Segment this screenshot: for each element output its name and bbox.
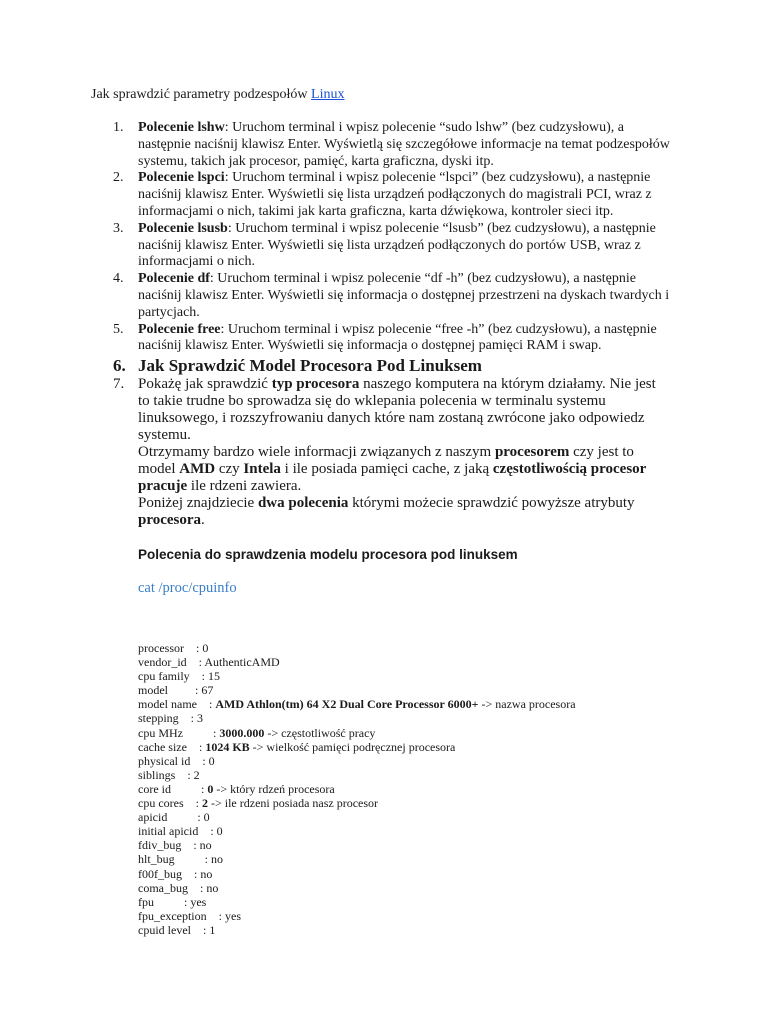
cpuinfo-row: vendor_id : AuthenticAMD (138, 655, 280, 670)
numbered-list (0, 120, 768, 597)
command-name: Polecenie df (138, 271, 210, 287)
linux-link[interactable]: Linux (311, 87, 345, 102)
cpuinfo-row: coma_bug : no (138, 880, 219, 895)
list-item (0, 120, 768, 170)
cpuinfo-row: model name : AMD Athlon(tm) 64 X2 Dual Core Processor 6000+ -> nazwa procesora (138, 697, 576, 712)
cpuinfo-row: fpu_exception : yes (138, 908, 241, 923)
list-number: 6. (113, 356, 126, 376)
commands-subheading: Polecenia do sprawdzenia modelu procesora pod linuksem (138, 547, 518, 563)
item-text: : Uruchom terminal i wpisz polecenie “df -h” (bez cudzysłowu), a następnie naciśnij klawisz Enter. Wyświetli się informacja o dostępnej przestrzeni na dyskach twardych i partycjach. (138, 271, 670, 320)
paragraph-info: Otrzymamy bardzo wiele informacji związanych z naszym procesorem czy jest to model AMD czy Intela i ile posiada pamięci cache, z jaką częstotliwością procesor pracuje ile rdzeni zawiera. (138, 444, 647, 495)
list-number: 4. (113, 271, 124, 287)
cpuinfo-row: hlt_bug : no (138, 852, 224, 867)
command-name: Polecenie free (138, 321, 221, 337)
cpuinfo-row: initial apicid : 0 (138, 824, 223, 839)
cpuinfo-row: f00f_bug : no (138, 866, 213, 881)
item-text: : Uruchom terminal i wpisz polecenie “lspci” (bez cudzysłowu), a następnie naciśnij klawisz Enter. Wyświetli się lista urządzeń podłączonych do magistrali PCI, wraz z informacjami o nich, takimi jak karta graficzna, karta dźwiękowa, kontroler sieci itp. (138, 170, 652, 219)
list-number: 3. (113, 220, 124, 236)
list-item (0, 322, 768, 356)
command-name: Polecenie lshw (138, 120, 225, 135)
item-text: : Uruchom terminal i wpisz polecenie “sudo lshw” (bez cudzysłowu), a następnie naciśnij klawisz Enter. Wyświetlą się szczegółowe informacje na temat podzespołów systemu, takich jak procesor, pamięć, karta graficzna, dyski itp. (138, 120, 670, 169)
list-number: 5. (113, 321, 124, 337)
list-number: 2. (113, 170, 124, 186)
cpuinfo-row: stepping : 3 (138, 711, 204, 726)
cpuinfo-row: fpu : yes (138, 894, 207, 909)
section-heading-text: Jak Sprawdzić Model Procesora Pod Linuksem (138, 356, 482, 376)
cpuinfo-row: cpu MHz : 3000.000 -> częstotliwość pracy (138, 725, 376, 740)
cpuinfo-row: model : 67 (138, 683, 214, 698)
list-item-cpu (0, 376, 768, 597)
list-item (0, 221, 768, 271)
cpuinfo-row: cache size : 1024 KB -> wielkość pamięci podręcznej procesora (138, 739, 456, 754)
list-number: 7. (113, 376, 125, 393)
cpuinfo-row: apicid : 0 (138, 810, 210, 825)
cpuinfo-row: physical id : 0 (138, 753, 215, 768)
command-name: Polecenie lspci (138, 170, 225, 186)
cpuinfo-row: cpuid level : 1 (138, 922, 216, 937)
item-text: : Uruchom terminal i wpisz polecenie “free -h” (bez cudzysłowu), a następnie naciśnij klawisz Enter. Wyświetli się informacja o dostępnej pamięci RAM i swap. (138, 321, 657, 354)
list-item (0, 271, 768, 321)
command-name: Polecenie lsusb (138, 220, 228, 236)
paragraph-commands: Poniżej znajdziecie dwa polecenia którymi możecie sprawdzić powyższe atrybuty procesora. (138, 495, 635, 529)
section-heading (0, 356, 768, 376)
item-text: : Uruchom terminal i wpisz polecenie “lsusb” (bez cudzysłowu), a następnie naciśnij klawisz Enter. Wyświetli się lista urządzeń podłączonych do portów USB, wraz z informacjami o nich. (138, 220, 656, 270)
cpuinfo-output (138, 641, 576, 937)
paragraph-intro: Pokażę jak sprawdzić typ procesora naszego komputera na którym działamy. Nie jest to takie trudne bo sprowadza się do wklepania polecenia w terminalu systemu linuksowego, i rozszyfrowaniu danych które nam zostaną zwrócone jako odpowiedz systemu. (138, 376, 656, 444)
cpuinfo-row: cpu family : 15 (138, 669, 220, 684)
cpuinfo-row: processor : 0 (138, 641, 209, 655)
intro-line (91, 86, 345, 103)
cpuinfo-command: cat /proc/cpuinfo (138, 580, 237, 597)
list-number: 1. (113, 120, 124, 135)
cpuinfo-row: fdiv_bug : no (138, 838, 212, 853)
cpuinfo-row: cpu cores : 2 -> ile rdzeni posiada nasz procesor (138, 796, 379, 811)
cpuinfo-row: siblings : 2 (138, 767, 200, 782)
intro-text: Jak sprawdzić parametry podzespołów (91, 87, 312, 102)
cpuinfo-row: core id : 0 -> który rdzeń procesora (138, 781, 335, 796)
list-item (0, 170, 768, 220)
